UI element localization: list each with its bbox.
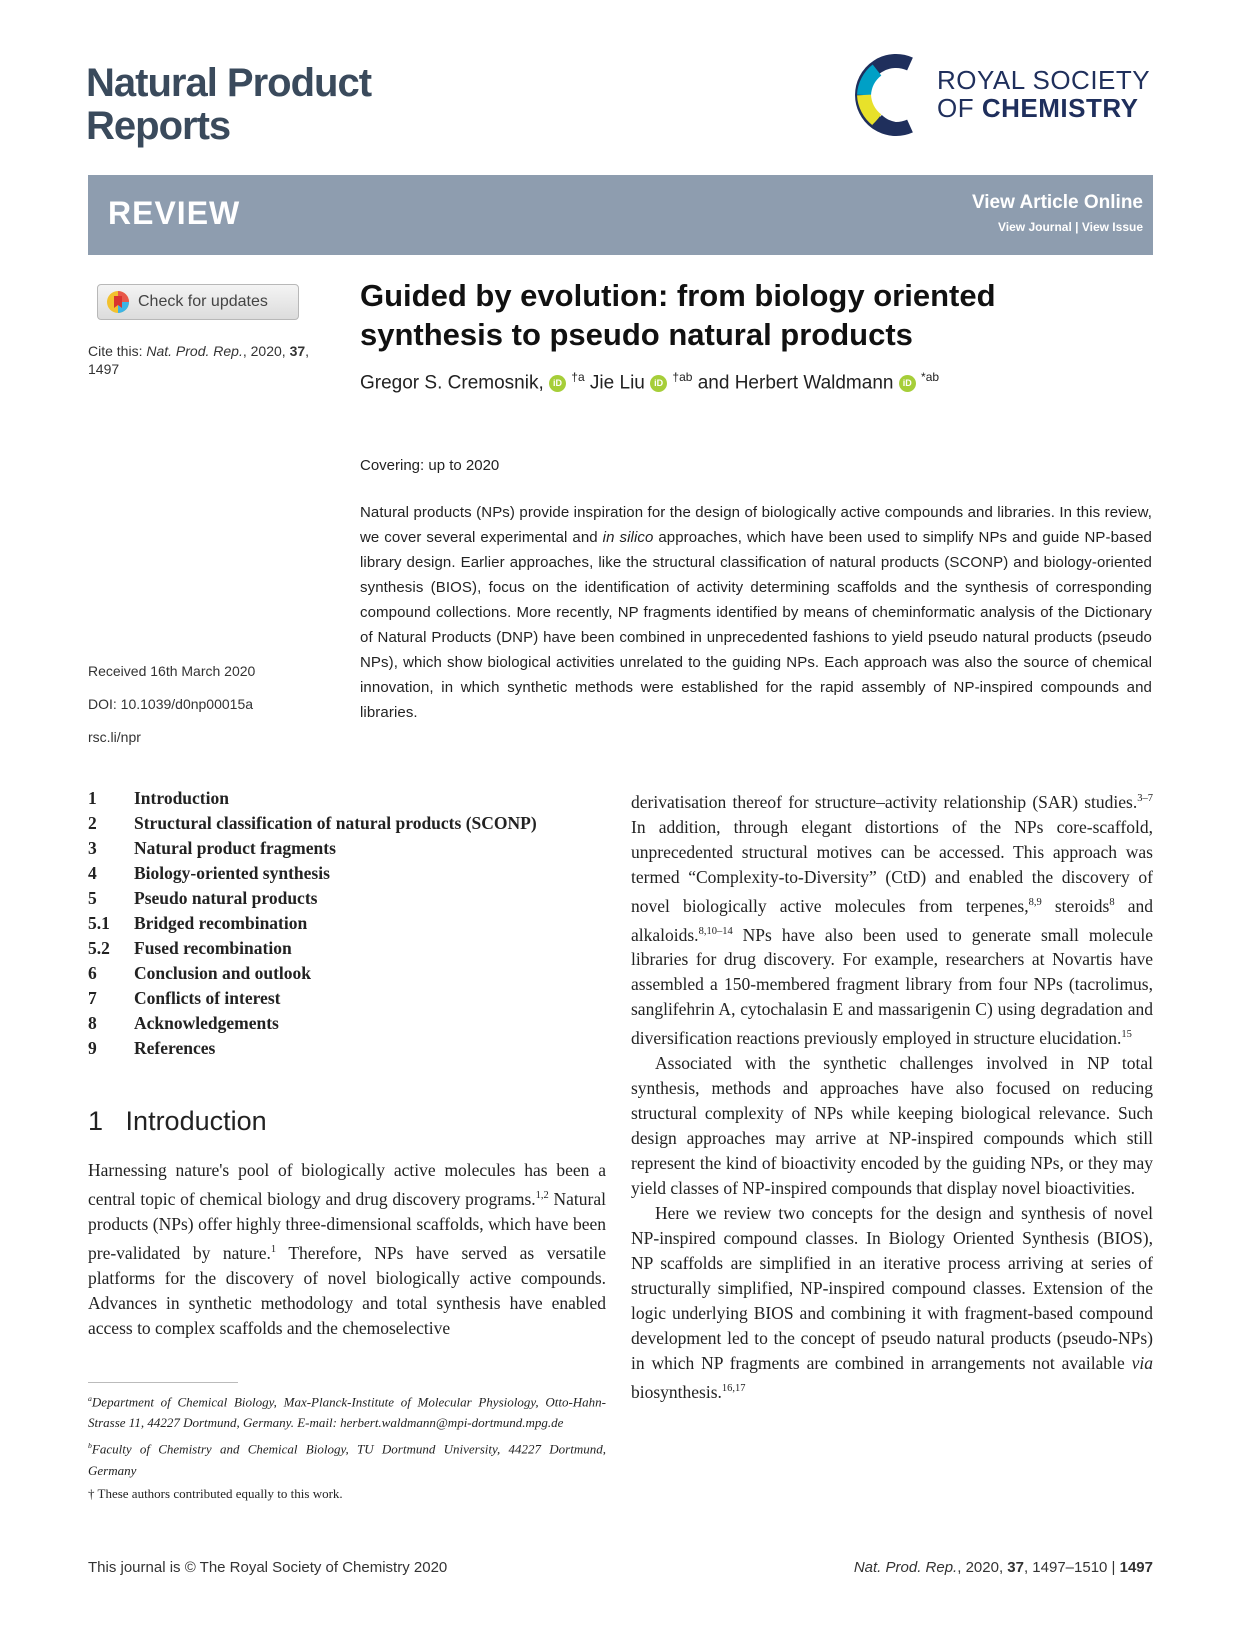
publisher-name	[937, 66, 1150, 122]
toc-title: Structural classification of natural products (SCONP)	[134, 813, 537, 833]
reference-citation[interactable]: 15	[1121, 1029, 1132, 1041]
toc-item[interactable]	[88, 1036, 588, 1061]
body-text: NPs have also been used to generate small molecule libraries for drug discovery. For example, researchers at Novartis have assembled a 150-membered fragment library from four NPs (tacrolimus, sanglifehrin A, cytochalasin E and massarigenin C) using degradation and diversification reactions previously employed in structure elucidation.	[631, 924, 1153, 1049]
author-1: Gregor S. Cremosnik,	[360, 372, 544, 394]
toc-item[interactable]	[88, 936, 588, 961]
table-of-contents	[88, 786, 588, 1061]
toc-title: Acknowledgements	[134, 1013, 279, 1033]
toc-number: 4	[88, 863, 97, 883]
reference-citation[interactable]: 8,9	[1028, 896, 1042, 908]
toc-title: Conflicts of interest	[134, 988, 281, 1008]
publisher-line2	[937, 94, 1150, 122]
footer-copyright: This journal is © The Royal Society of Chemistry 2020	[88, 1559, 448, 1576]
author-3: and Herbert Waldmann	[692, 372, 894, 394]
toc-title: Pseudo natural products	[134, 888, 318, 908]
abstract	[360, 500, 1152, 725]
reference-citation[interactable]: 16,17	[721, 1383, 746, 1395]
author-list	[360, 370, 939, 394]
footnote-equal-contribution: † These authors contributed equally to this work.	[88, 1485, 343, 1501]
link-separator: |	[1071, 220, 1082, 234]
orcid-icon[interactable]: iD	[899, 375, 916, 392]
toc-title: Conclusion and outlook	[134, 963, 312, 983]
reference-citation[interactable]: 1	[270, 1243, 277, 1255]
toc-number: 5	[88, 888, 97, 908]
intro-paragraph	[88, 1158, 606, 1341]
body-text: Harnessing nature's pool of biologically active molecules has been a central topic of chemical biology and drug discovery programs.	[88, 1160, 606, 1209]
check-for-updates-button[interactable]	[97, 284, 299, 320]
body-text: steroids	[1041, 895, 1110, 916]
toc-number: 8	[88, 1013, 97, 1033]
footnote-mark: a	[88, 1394, 92, 1403]
paragraph: Associated with the synthetic challenges involved in NP total synthesis, methods and approaches have also focused on reducing structural complexity of NPs while keeping biological relevance. Such design approaches may arrive at NP-inspired compounds which still represent the kind of bioactivity encoded by the guiding NPs, or they may yield classes of NP-inspired compounds that display novel bioactivities.	[631, 1053, 1153, 1199]
toc-item[interactable]	[88, 886, 588, 911]
footnote-mark: b	[88, 1441, 92, 1451]
reference-citation[interactable]: 1,2	[535, 1190, 549, 1201]
publisher-line2-bold: CHEMISTRY	[981, 93, 1139, 123]
toc-item[interactable]	[88, 1011, 588, 1036]
toc-title: Fused recombination	[134, 938, 292, 958]
citation	[88, 342, 328, 378]
reference-citation[interactable]: 8,10–14	[698, 925, 733, 937]
view-journal-link[interactable]: View Journal	[998, 220, 1072, 234]
journal-title-line2: Reports	[86, 104, 231, 148]
abstract-text-1: Natural products (NPs) provide inspiration for the design of biologically active compounds and libraries. In this review, we cover several experimental and	[360, 504, 1152, 546]
toc-number: 5.2	[88, 938, 110, 958]
rsc-logo-icon	[850, 50, 940, 140]
covering-period: Covering: up to 2020	[360, 457, 500, 474]
author-1-affil: †a	[571, 370, 585, 384]
view-issue-link[interactable]: View Issue	[1081, 220, 1143, 234]
footer-pages: , 1497–1510	[1023, 1559, 1108, 1576]
page-number: 1497	[1119, 1559, 1153, 1576]
title-line2: synthesis to pseudo natural products	[360, 317, 913, 352]
doi[interactable]: DOI: 10.1039/d0np00015a	[88, 696, 254, 712]
check-updates-icon	[106, 290, 130, 314]
footnote-affiliation-a	[88, 1388, 606, 1433]
footnote-text: Department of Chemical Biology, Max-Planck-Institute of Molecular Physiology, Otto-Hahn-Strasse 11, 44227 Dortmund, Germany. E-mail: herbert.waldmann@mpi-dortmund.mpg.de	[88, 1394, 606, 1431]
toc-title: Bridged recombination	[134, 913, 308, 933]
cite-label: Cite this:	[88, 343, 147, 359]
toc-item[interactable]	[88, 811, 588, 836]
reference-citation[interactable]: 3–7	[1137, 793, 1153, 804]
toc-title: Natural product fragments	[134, 838, 336, 858]
section-number: 1	[88, 1106, 104, 1136]
section-heading-introduction	[88, 1106, 267, 1137]
orcid-icon[interactable]: iD	[650, 375, 667, 392]
toc-number: 3	[88, 838, 97, 858]
footer-citation	[854, 1559, 1153, 1576]
footer-year: , 2020,	[957, 1559, 1008, 1576]
right-column-body	[631, 786, 1153, 1405]
journal-link[interactable]: rsc.li/npr	[88, 729, 141, 745]
body-text: Natural products (NPs) offer highly three-dimensional scaffolds, which have been pre-validated by nature.	[88, 1188, 606, 1263]
paragraph	[631, 786, 1153, 1051]
author-2-affil: †ab	[672, 370, 693, 384]
footnotes	[88, 1388, 606, 1506]
view-article-online-link[interactable]: View Article Online	[971, 192, 1143, 213]
toc-number: 6	[88, 963, 97, 983]
toc-title: Introduction	[134, 788, 229, 808]
cite-tail: ,	[305, 343, 310, 359]
footer-separator: |	[1107, 1559, 1120, 1576]
toc-item[interactable]	[88, 861, 588, 886]
body-text: derivatisation thereof for structure–activity relationship (SAR) studies.	[631, 791, 1138, 812]
cite-volume: 37	[289, 343, 306, 359]
toc-number: 7	[88, 988, 97, 1008]
banner-sub-links	[998, 220, 1143, 234]
footer-volume: 37	[1007, 1559, 1024, 1576]
body-text: Here we review two concepts for the design and synthesis of novel NP-inspired compound classes. In Biology Oriented Synthesis (BIOS), NP scaffolds are simplified in an iterative process arriving at series of structurally simplified, NP-inspired compound classes. Extension of the logic underlying BIOS and combining it with fragment-based compound development led to the concept of pseudo natural products (pseudo-NPs) in which NP fragments are combined in arrangements not available	[631, 1203, 1153, 1374]
toc-item[interactable]	[88, 986, 588, 1011]
toc-item[interactable]	[88, 836, 588, 861]
toc-item[interactable]	[88, 911, 588, 936]
toc-number: 5.1	[88, 913, 110, 933]
footnote-affiliation-b	[88, 1435, 606, 1480]
body-text: and alkaloids.	[631, 895, 1153, 945]
abstract-italic: in silico	[602, 529, 654, 546]
section-title: Introduction	[125, 1106, 267, 1136]
orcid-icon[interactable]: iD	[549, 375, 566, 392]
footnote-text: Faculty of Chemistry and Chemical Biology, TU Dortmund University, 44227 Dortmund, Germany	[88, 1441, 606, 1478]
cite-journal: Nat. Prod. Rep.	[146, 343, 243, 359]
body-text: Therefore, NPs have served as versatile platforms for the discovery of novel biologically active compounds. Advances in synthetic methodology and total synthesis have enabled access to complex scaffolds and the chemoselective	[88, 1242, 606, 1338]
reference-citation[interactable]: 8	[1109, 896, 1115, 908]
article-type-banner	[88, 175, 1153, 255]
title-line1: Guided by evolution: from biology oriented	[360, 278, 996, 313]
body-text: biosynthesis.	[631, 1382, 722, 1403]
journal-title-line1: Natural Product	[86, 61, 372, 105]
toc-title: Biology-oriented synthesis	[134, 863, 330, 883]
cite-page: 1497	[88, 361, 120, 377]
author-3-affil: *ab	[921, 370, 940, 384]
toc-item[interactable]	[88, 786, 588, 811]
body-italic: via	[1131, 1353, 1153, 1374]
journal-title	[86, 62, 371, 148]
toc-number: 1	[88, 788, 97, 808]
author-2: Jie Liu	[584, 372, 645, 394]
abstract-text-2: approaches, which have been used to simplify NPs and guide NP-based library design. Earlier approaches, like the structural classification of natural products (SCONP) and biology-oriented synthesis (BIOS), focus on the identification of activity determining scaffolds and the synthesis of corresponding compound collections. More recently, NP fragments identified by means of cheminformatic analysis of the Dictionary of Natural Products (DNP) have been combined in unprecedented fashions to yield pseudo natural products (pseudo NPs), which show biological activities unrelated to the guiding NPs. Each approach was also the source of chemical innovation, in which synthetic methods were established for the rapid assembly of NP-inspired compounds and libraries.	[360, 529, 1152, 721]
received-date: Received 16th March 2020	[88, 663, 256, 679]
check-for-updates-label: Check for updates	[138, 293, 268, 310]
toc-title: References	[134, 1038, 216, 1058]
cite-year: , 2020,	[242, 343, 290, 359]
article-title	[360, 276, 996, 354]
article-type-label: REVIEW	[108, 195, 241, 231]
footnote-divider	[88, 1382, 238, 1383]
toc-number: 9	[88, 1038, 97, 1058]
toc-item[interactable]	[88, 961, 588, 986]
publisher-line1: ROYAL SOCIETY	[937, 65, 1151, 95]
publisher-line2-prefix: OF	[937, 93, 982, 123]
body-text: In addition, through elegant distortions of the NPs core-scaffold, unprecedented structural motives can be accessed. This approach was termed “Complexity-to-Diversity” (CtD) and enabled the discovery of novel biologically active molecules from terpenes,	[631, 816, 1153, 916]
toc-number: 2	[88, 813, 97, 833]
paragraph	[631, 1201, 1153, 1405]
footer-journal: Nat. Prod. Rep.	[853, 1559, 958, 1576]
